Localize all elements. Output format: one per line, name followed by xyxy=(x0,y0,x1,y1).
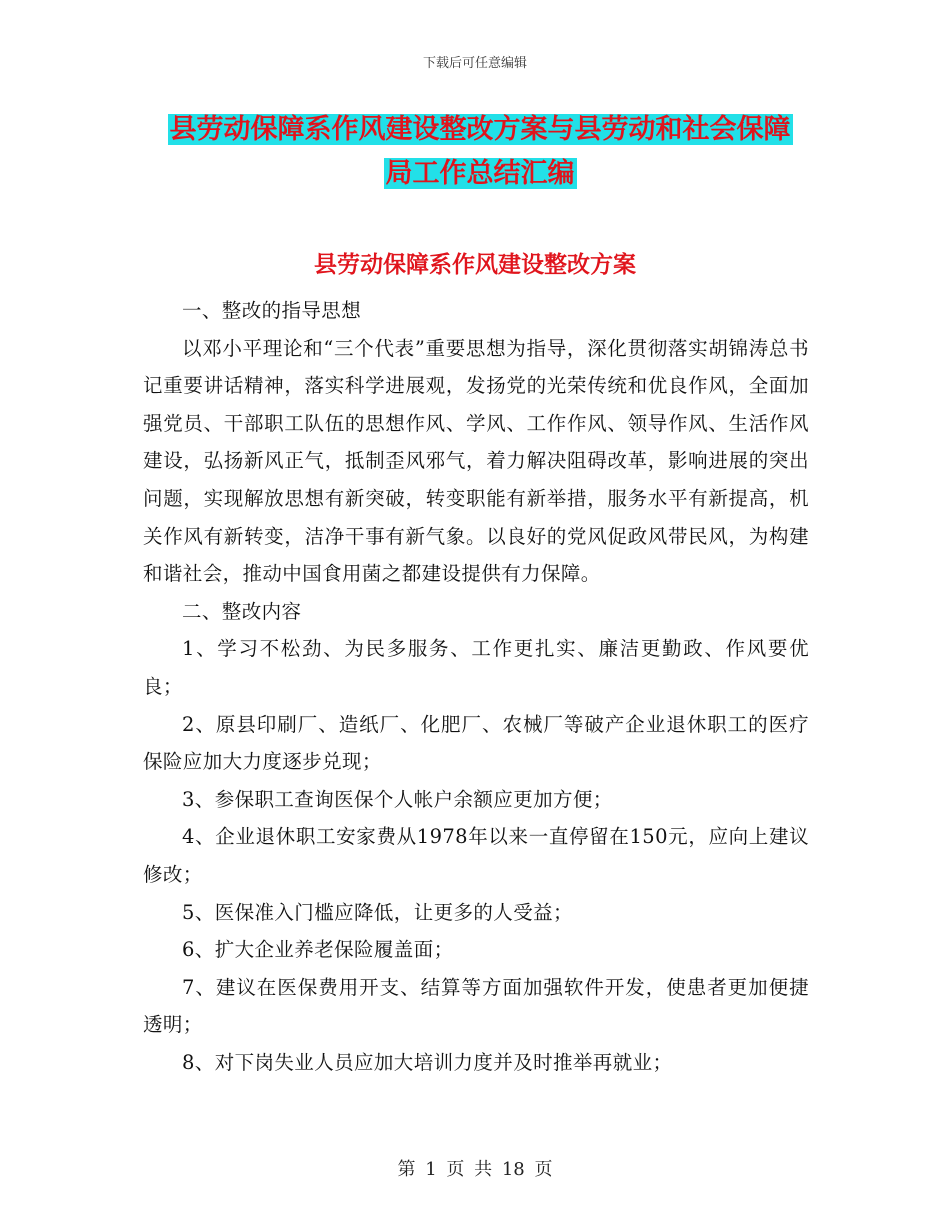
paragraph-heading-2: 二、整改内容 xyxy=(182,599,302,623)
body-text xyxy=(143,292,809,1081)
list-item: 4、企业退休职工安家费从1978年以来一直停留在150元，应向上建议修改； xyxy=(143,825,809,886)
list-item: 6、扩大企业养老保险履盖面； xyxy=(182,938,454,962)
header-note: 下载后可任意编辑 xyxy=(422,56,527,71)
page-footer: 第 1 页 共 18 页 xyxy=(397,1159,553,1180)
paragraph-heading-1: 一、整改的指导思想 xyxy=(182,299,362,322)
document-title xyxy=(140,108,820,196)
document-title-line-1: 县劳动保障系作风建设整改方案与县劳动和社会保障 xyxy=(169,114,791,145)
section-title: 县劳动保障系作风建设整改方案 xyxy=(314,251,636,278)
list-item: 1、学习不松劲、为民多服务、工作更扎实、廉洁更勤政、作风要优良； xyxy=(143,637,809,698)
document-title-line-2: 局工作总结汇编 xyxy=(385,158,575,189)
list-item: 8、对下岗失业人员应加大培训力度并及时推举再就业； xyxy=(182,1050,673,1074)
list-item: 2、原县印刷厂、造纸厂、化肥厂、农械厂等破产企业退休职工的医疗保险应加大力度逐步兑现； xyxy=(143,712,809,774)
list-item: 3、参保职工查询医保个人帐户余额应更加方便； xyxy=(182,787,613,811)
list-item: 5、医保准入门槛应降低，让更多的人受益； xyxy=(182,900,573,924)
paragraph: 以邓小平理论和“三个代表”重要思想为指导，深化贯彻落实胡锦涛总书记重要讲话精神，落实科学进展观，发扬党的光荣传统和优良作风，全面加强党员、干部职工队伍的思想作风、学风、工作作风、领导作风、生活作风建设，弘扬新风正气，抵制歪风邪气，着力解决阻碍改革，影响进展的突出问题，实现解放思想有新突破，转变职能有新举措，服务水平有新提高，机关作风有新转变，洁净干事有新气象。以良好的党风促政风带民风，为构建和谐社会，推动中国食用菌之都建设提供有力保障。 xyxy=(143,336,809,586)
list-item: 7、建议在医保费用开支、结算等方面加强软件开发，使患者更加便捷透明； xyxy=(143,975,809,1037)
